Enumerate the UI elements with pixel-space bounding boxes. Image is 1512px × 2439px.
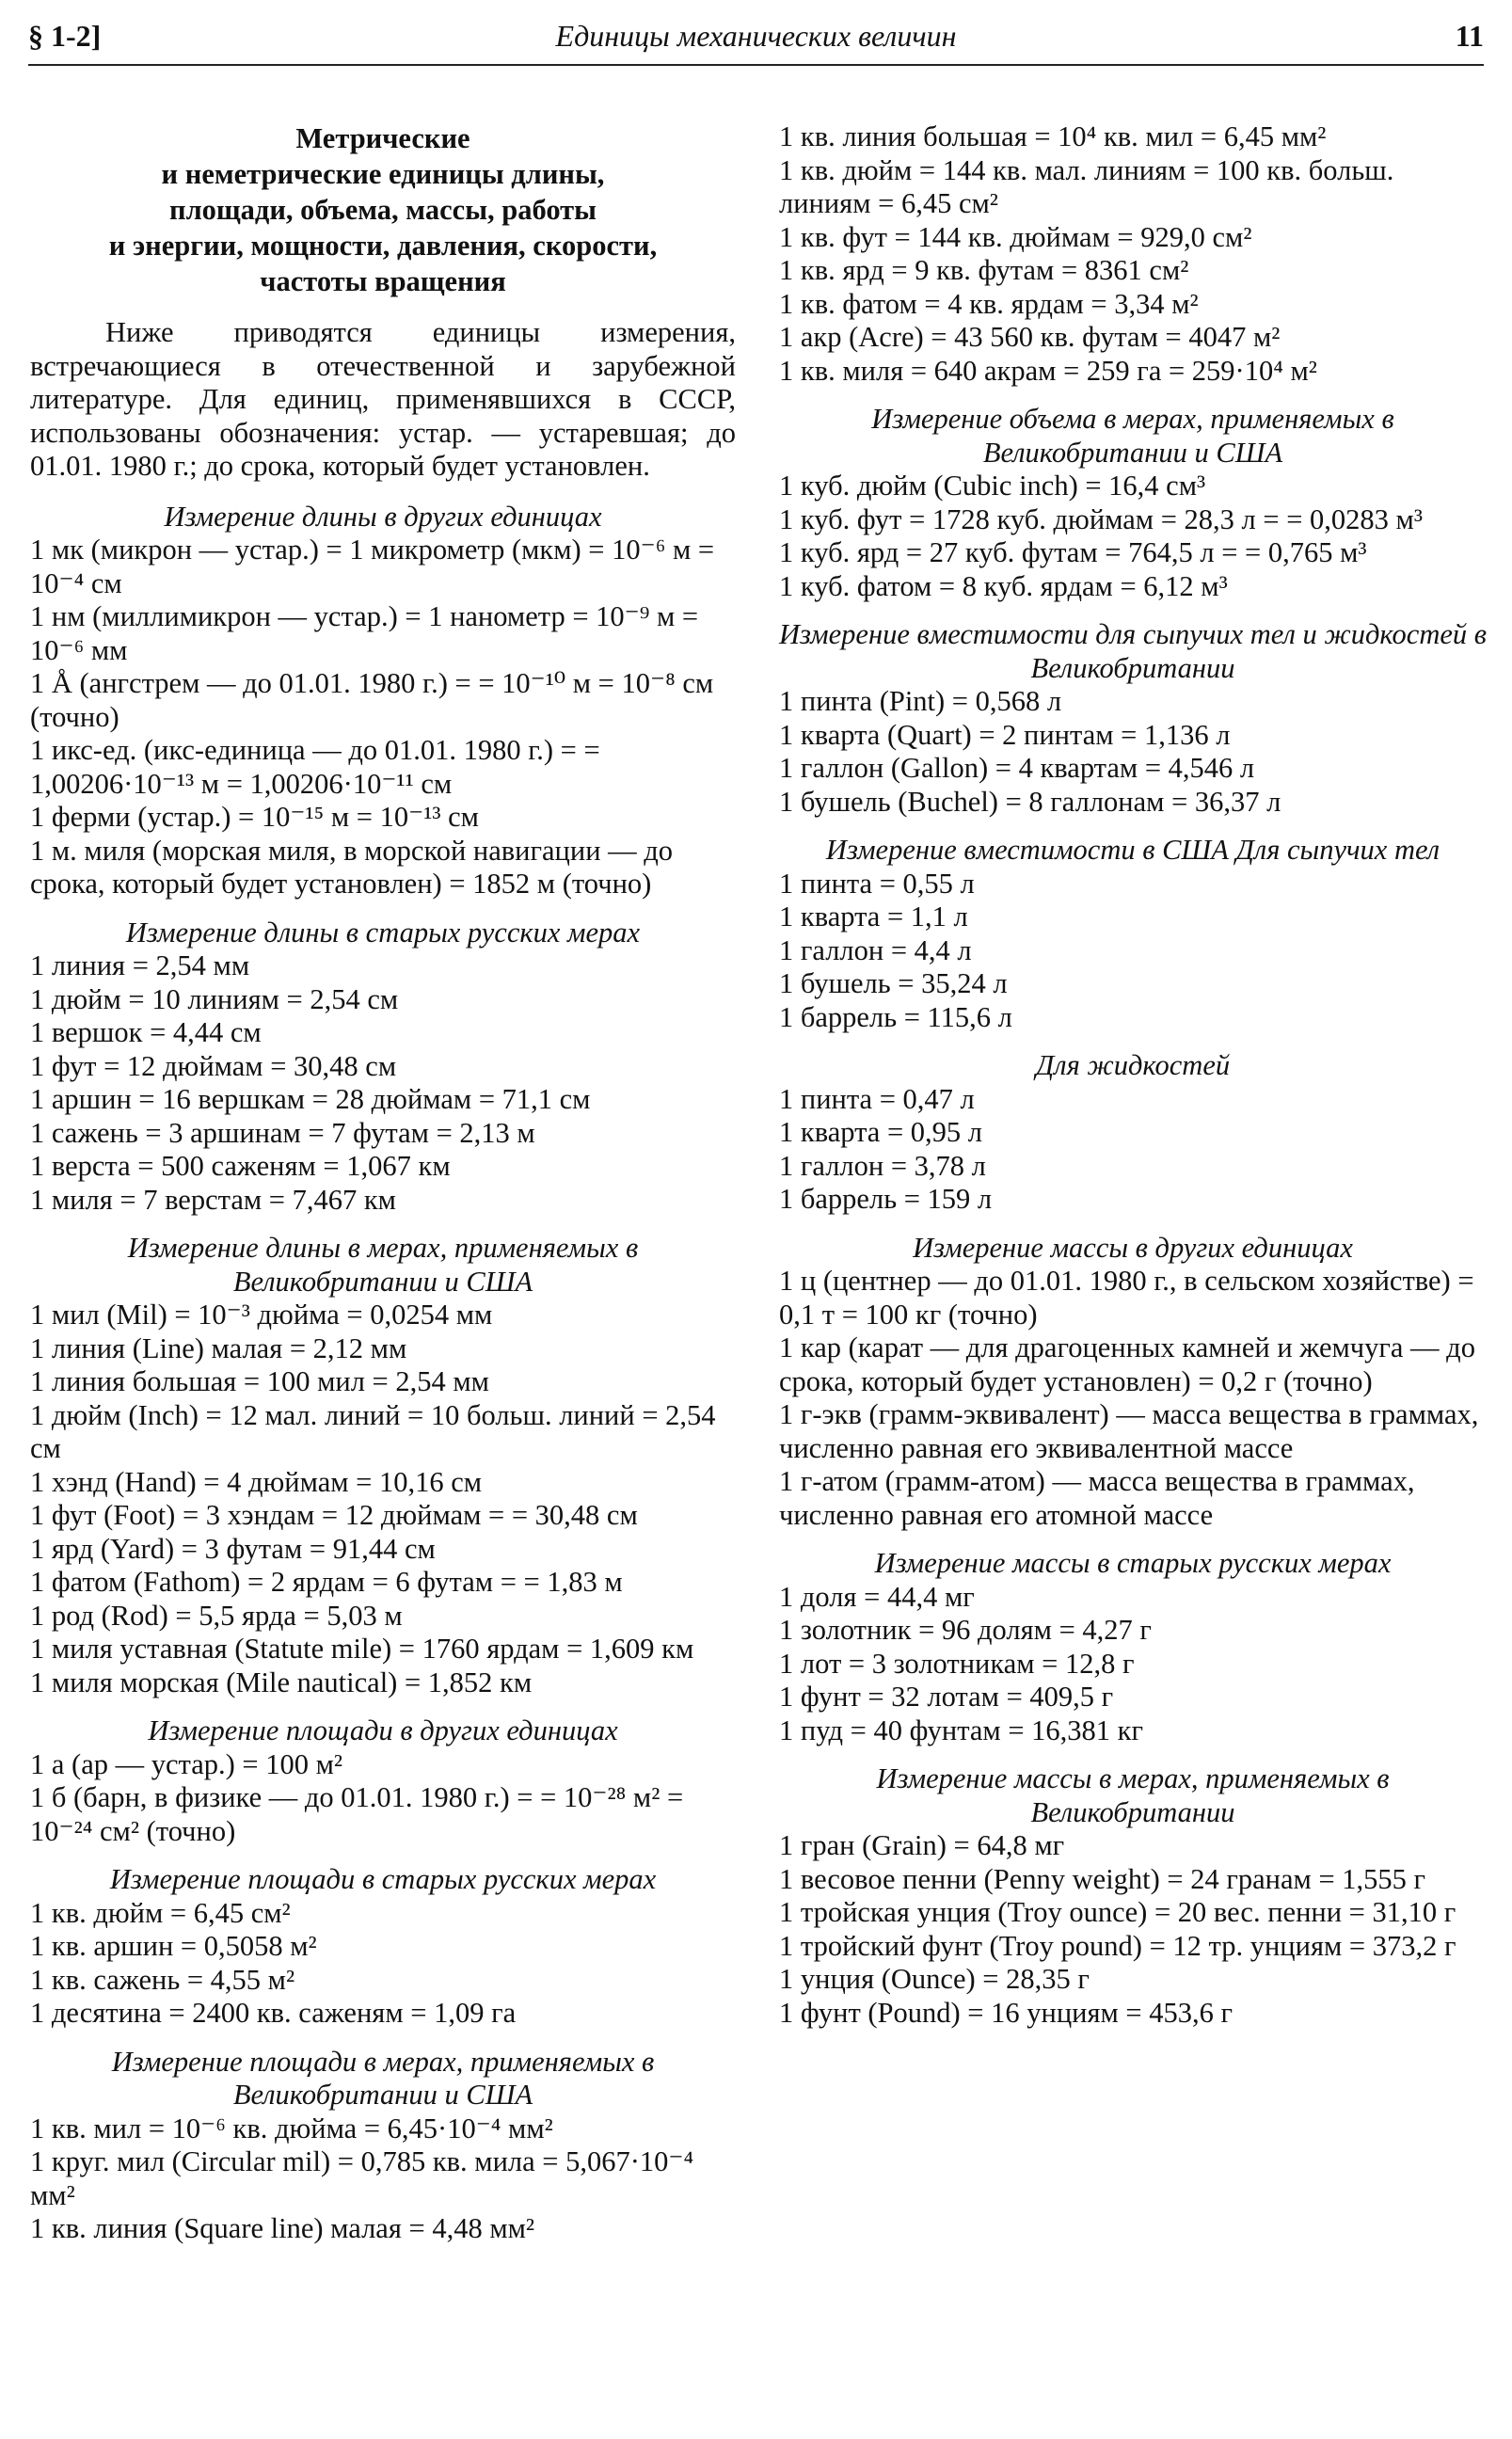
running-header — [28, 13, 1484, 66]
unit-entry: 1 Å (ангстрем — до 01.01. 1980 г.) = = 10⁻¹⁰ м = 10⁻⁸ см (точно) — [30, 667, 714, 733]
intro-paragraph: Ниже приводятся единицы измерения, встречающиеся в отечественной и зарубежной литературе. Для единиц, применявшихся в СССР, использованы обозначения: устар. — устаревшая; до 01.01. 1980 г.; до срока, который будет установлен. — [30, 316, 736, 482]
unit-entry: 1 кв. миля = 640 акрам = 259 га = 259·10⁴ м² — [779, 354, 1317, 387]
unit-entry: 1 дюйм = 10 линиям = 2,54 см — [30, 982, 399, 1015]
unit-entry: 1 галлон = 4,4 л — [779, 933, 972, 966]
unit-entry: 1 кв. дюйм = 6,45 см² — [30, 1896, 291, 1929]
unit-entry: 1 акр (Acre) = 43 560 кв. футам = 4047 м² — [779, 321, 1281, 353]
right-column — [779, 120, 1487, 2030]
unit-entry: 1 фут (Foot) = 3 хэндам = 12 дюймам = = 30,48 см — [30, 1499, 638, 1531]
unit-entry: 1 фунт = 32 лотам = 409,5 г — [779, 1681, 1114, 1713]
unit-entry: 1 весовое пенни (Penny weight) = 24 гранам = 1,555 г — [779, 1862, 1426, 1895]
page-number: 11 — [1455, 19, 1484, 53]
unit-entry: 1 кв. фатом = 4 кв. ярдам = 3,34 м² — [779, 287, 1199, 320]
section-heading: Измерение вместимости в США Для сыпучих тел — [825, 834, 1440, 866]
unit-entry: 1 ц (центнер — до 01.01. 1980 г., в сельском хозяйстве) = 0,1 т = 100 кг (точно) — [779, 1265, 1474, 1331]
unit-entry: 1 пинта (Pint) = 0,568 л — [779, 685, 1062, 717]
unit-entry: 1 г-атом (грамм-атом) — масса вещества в граммах, численно равная его атомной массе — [779, 1465, 1415, 1531]
unit-entry: 1 куб. фут = 1728 куб. дюймам = 28,3 л = = 0,0283 м³ — [779, 502, 1423, 535]
unit-entry: 1 кварта (Quart) = 2 пинтам = 1,136 л — [779, 718, 1231, 751]
section-number: § 1-2] — [28, 19, 102, 53]
section-heading: Для жидкостей — [1035, 1049, 1231, 1081]
unit-entry: 1 б (барн, в физике — до 01.01. 1980 г.) = = 10⁻²⁸ м² = 10⁻²⁴ см² (точно) — [30, 1781, 684, 1847]
unit-entry: 1 кв. дюйм = 144 кв. мал. линиям = 100 кв. больш. линиям = 6,45 см² — [779, 153, 1394, 219]
section-heading: Измерение массы в старых русских мерах — [874, 1547, 1392, 1579]
unit-entry: 1 лот = 3 золотникам = 12,8 г — [779, 1647, 1135, 1680]
section-heading: Измерение длины в других единицах — [164, 500, 602, 533]
unit-entry: 1 мил (Mil) = 10⁻³ дюйма = 0,0254 мм — [30, 1299, 493, 1331]
unit-entry: 1 ферми (устар.) = 10⁻¹⁵ м = 10⁻¹³ см — [30, 801, 479, 833]
running-title: Единицы механических величин — [555, 19, 957, 53]
unit-entry: 1 пинта = 0,47 л — [779, 1082, 975, 1115]
unit-entry: 1 тройский фунт (Troy pound) = 12 тр. унциям = 373,2 г — [779, 1929, 1456, 1962]
unit-entry: 1 род (Rod) = 5,5 ярда = 5,03 м — [30, 1599, 403, 1632]
section-heading: Измерение площади в старых русских мерах — [109, 1863, 657, 1895]
section-heading: Измерение площади в мерах, применяемых в Великобритании и США — [111, 2045, 655, 2111]
unit-entry: 1 фатом (Fathom) = 2 ярдам = 6 футам = = 1,83 м — [30, 1566, 623, 1598]
section-heading: Измерение вместимости для сыпучих тел и жидкостей в Великобритании — [779, 618, 1488, 684]
section-heading: Измерение объема в мерах, применяемых в Великобритании и США — [871, 403, 1394, 469]
unit-entry: 1 доля = 44,4 мг — [779, 1580, 975, 1613]
unit-entry: 1 пуд = 40 фунтам = 16,381 кг — [779, 1714, 1144, 1746]
article-title: Метрические и неметрические единицы длины, площади, объема, массы, работы и энергии, мощности, давления, скорости, частоты вращения — [108, 122, 658, 297]
section-heading: Измерение площади в других единицах — [148, 1714, 618, 1746]
unit-entry: 1 кв. фут = 144 кв. дюймам = 929,0 см² — [779, 220, 1252, 253]
unit-entry: 1 баррель = 159 л — [779, 1183, 993, 1215]
unit-entry: 1 кв. сажень = 4,55 м² — [30, 1963, 295, 1996]
unit-entry: 1 а (ар — устар.) = 100 м² — [30, 1747, 343, 1780]
unit-entry: 1 кварта = 0,95 л — [779, 1116, 982, 1148]
unit-entry: 1 линия = 2,54 мм — [30, 949, 250, 981]
section-heading: Измерение массы в других единицах — [913, 1231, 1353, 1264]
unit-entry: 1 кар (карат — для драгоценных камней и жемчуга — до срока, который будет установлен) = 0,2 г (точно) — [779, 1331, 1475, 1397]
left-column — [30, 120, 736, 2246]
unit-entry: 1 золотник = 96 долям = 4,27 г — [779, 1614, 1152, 1646]
unit-entry: 1 верста = 500 саженям = 1,067 км — [30, 1150, 451, 1182]
section-heading: Измерение массы в мерах, применяемых в Великобритании — [876, 1762, 1390, 1828]
unit-entry: 1 куб. фатом = 8 куб. ярдам = 6,12 м³ — [779, 569, 1228, 602]
unit-entry: 1 кварта = 1,1 л — [779, 901, 968, 933]
unit-entry: 1 бушель (Buchel) = 8 галлонам = 36,37 л — [779, 785, 1281, 818]
unit-entry: 1 пинта = 0,55 л — [779, 867, 975, 900]
section-heading: Измерение длины в мерах, применяемых в Великобритании и США — [127, 1232, 639, 1298]
unit-entry: 1 куб. дюйм (Cubic inch) = 16,4 см³ — [779, 470, 1206, 502]
unit-entry: 1 кв. ярд = 9 кв. футам = 8361 см² — [779, 254, 1189, 286]
unit-entry: 1 хэнд (Hand) = 4 дюймам = 10,16 см — [30, 1465, 483, 1498]
unit-entry: 1 линия большая = 100 мил = 2,54 мм — [30, 1365, 489, 1397]
unit-entry: 1 ярд (Yard) = 3 футам = 91,44 см — [30, 1532, 436, 1565]
unit-entry: 1 кв. мил = 10⁻⁶ кв. дюйма = 6,45·10⁻⁴ мм² — [30, 2112, 553, 2144]
unit-entry: 1 галлон = 3,78 л — [779, 1149, 986, 1182]
unit-entry: 1 дюйм (Inch) = 12 мал. линий = 10 больш. линий = 2,54 см — [30, 1398, 716, 1464]
unit-entry: 1 г-экв (грамм-эквивалент) — масса вещества в граммах, численно равная его эквивалентной массе — [779, 1398, 1479, 1464]
unit-entry: 1 мк (микрон — устар.) = 1 микрометр (мкм) = 10⁻⁶ м = 10⁻⁴ см — [30, 534, 715, 599]
unit-entry: 1 кв. линия большая = 10⁴ кв. мил = 6,45 мм² — [779, 120, 1327, 152]
unit-entry: 1 десятина = 2400 кв. саженям = 1,09 га — [30, 1997, 517, 2029]
unit-entry: 1 аршин = 16 вершкам = 28 дюймам = 71,1 см — [30, 1083, 591, 1115]
unit-entry: 1 миля уставная (Statute mile) = 1760 ярдам = 1,609 км — [30, 1633, 694, 1665]
unit-entry: 1 тройская унция (Troy ounce) = 20 вес. пенни = 31,10 г — [779, 1896, 1456, 1928]
unit-entry: 1 бушель = 35,24 л — [779, 967, 1008, 999]
unit-entry: 1 миля морская (Mile nautical) = 1,852 км — [30, 1666, 533, 1698]
unit-entry: 1 м. миля (морская миля, в морской навигации — до срока, который будет установлен) = 1852 м (точно) — [30, 834, 674, 900]
unit-entry: 1 сажень = 3 аршинам = 7 футам = 2,13 м — [30, 1116, 535, 1149]
unit-entry: 1 унция (Ounce) = 28,35 г — [779, 1963, 1090, 1995]
unit-entry: 1 вершок = 4,44 см — [30, 1016, 262, 1048]
unit-entry: 1 кв. аршин = 0,5058 м² — [30, 1930, 317, 1962]
unit-entry: 1 баррель = 115,6 л — [779, 1000, 1012, 1033]
unit-entry: 1 кв. линия (Square line) малая = 4,48 мм² — [30, 2212, 535, 2244]
unit-entry: 1 миля = 7 верстам = 7,467 км — [30, 1183, 396, 1216]
unit-entry: 1 икс-ед. (икс-единица — до 01.01. 1980 г.) = = 1,00206·10⁻¹³ м = 1,00206·10⁻¹¹ см — [30, 734, 600, 800]
unit-entry: 1 куб. ярд = 27 куб. футам = 764,5 л = = 0,765 м³ — [779, 536, 1367, 568]
unit-entry: 1 круг. мил (Circular mil) = 0,785 кв. мила = 5,067·10⁻⁴ мм² — [30, 2145, 694, 2211]
unit-entry: 1 нм (миллимикрон — устар.) = 1 нанометр = 10⁻⁹ м = 10⁻⁶ мм — [30, 600, 699, 666]
unit-entry: 1 гран (Grain) = 64,8 мг — [779, 1829, 1065, 1861]
unit-entry: 1 линия (Line) малая = 2,12 мм — [30, 1331, 407, 1364]
unit-entry: 1 фунт (Pound) = 16 унциям = 453,6 г — [779, 1996, 1233, 2029]
unit-entry: 1 галлон (Gallon) = 4 квартам = 4,546 л — [779, 752, 1255, 784]
unit-entry: 1 фут = 12 дюймам = 30,48 см — [30, 1049, 397, 1082]
section-heading: Измерение длины в старых русских мерах — [125, 916, 641, 948]
